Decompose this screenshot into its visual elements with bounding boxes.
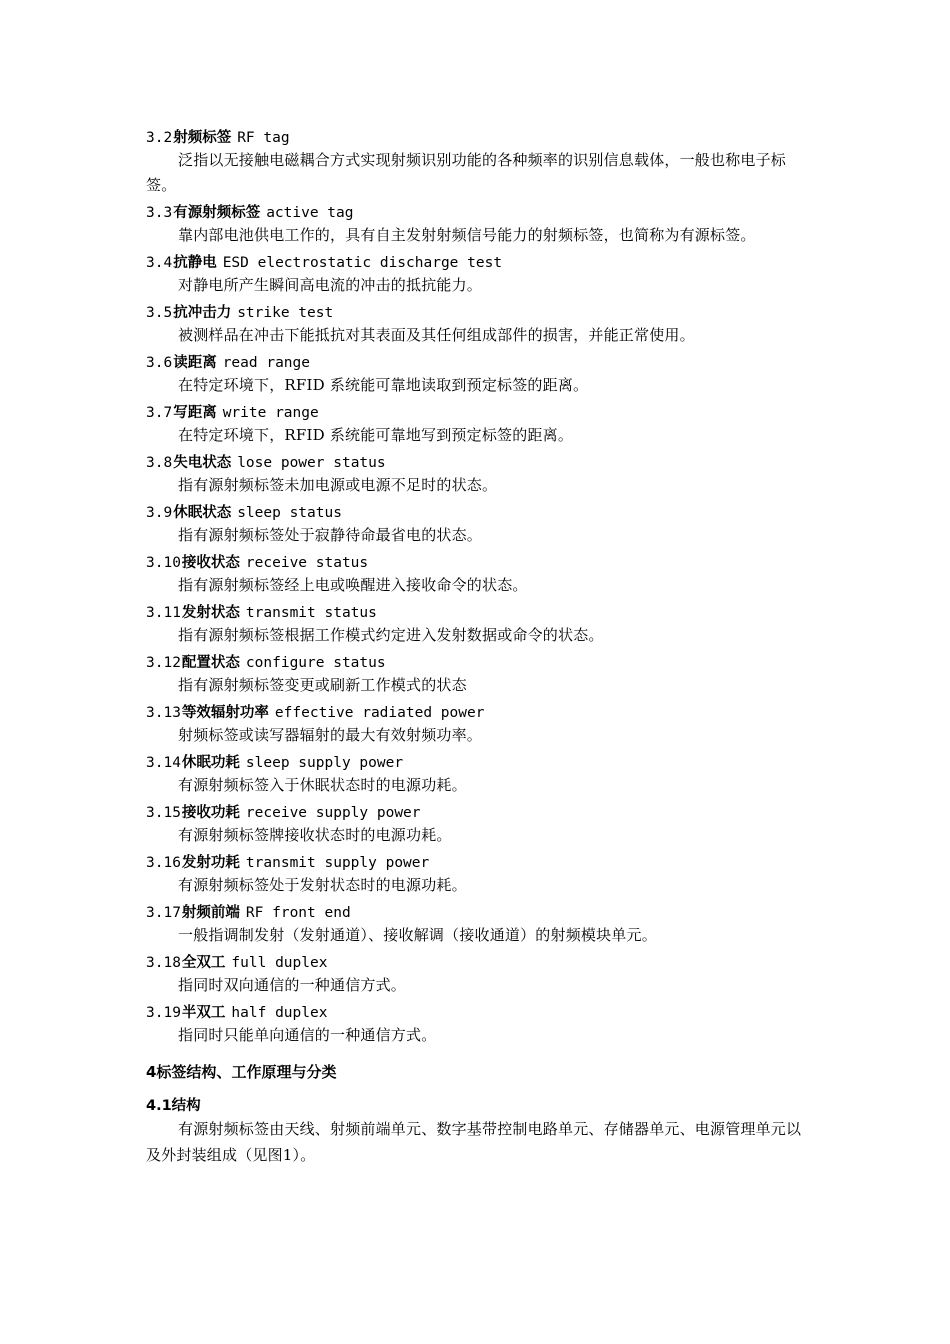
term-english: receive supply power xyxy=(245,805,421,821)
term-definition: 一般指调制发射（发射通道）、接收解调（接收通道）的射频模块单元。 xyxy=(178,926,657,944)
term-chinese: 配置状态 xyxy=(181,655,240,671)
term-number: 3.19 xyxy=(146,1005,181,1021)
term-heading xyxy=(146,853,811,873)
term-number: 3.7 xyxy=(146,405,173,421)
term-number: 3.9 xyxy=(146,505,173,521)
term-english: transmit supply power xyxy=(245,855,430,871)
term-number: 3.11 xyxy=(146,605,181,621)
term-number: 3.8 xyxy=(146,455,173,471)
term-english: receive status xyxy=(245,555,369,571)
term-definition: 在特定环境下，RFID 系统能可靠地写到预定标签的距离。 xyxy=(178,426,574,444)
term-chinese: 写距离 xyxy=(173,405,217,421)
term-english: write range xyxy=(222,405,319,421)
term-heading xyxy=(146,703,811,723)
term-english: RF tag xyxy=(237,130,290,146)
term-definition: 指有源射频标签根据工作模式约定进入发射数据或命令的状态。 xyxy=(178,626,604,644)
term-heading xyxy=(146,128,811,148)
term-english: active tag xyxy=(266,205,354,221)
term-chinese: 失电状态 xyxy=(173,455,232,471)
term-english: full duplex xyxy=(231,955,328,971)
term-english: read range xyxy=(222,355,311,371)
term-number: 3.4 xyxy=(146,255,173,271)
term-heading xyxy=(146,403,811,423)
term-definition: 被测样品在冲击下能抵抗对其表面及其任何组成部件的损害，并能正常使用。 xyxy=(178,326,695,344)
term-heading xyxy=(146,953,811,973)
term-chinese: 半双工 xyxy=(181,1005,226,1021)
term-heading xyxy=(146,303,811,323)
term-english: strike test xyxy=(237,305,334,321)
term-english: half duplex xyxy=(231,1005,328,1021)
term-definition: 有源射频标签入于休眠状态时的电源功耗。 xyxy=(178,776,467,794)
term-chinese: 全双工 xyxy=(181,955,226,971)
term-heading xyxy=(146,603,811,623)
term-number: 3.6 xyxy=(146,355,173,371)
term-heading xyxy=(146,503,811,523)
term-number: 3.15 xyxy=(146,805,181,821)
term-number: 3.16 xyxy=(146,855,181,871)
term-number: 3.5 xyxy=(146,305,173,321)
term-chinese: 休眠状态 xyxy=(173,505,232,521)
term-definition: 指同时双向通信的一种通信方式。 xyxy=(178,976,407,994)
term-chinese: 读距离 xyxy=(173,355,217,371)
term-english: sleep supply power xyxy=(245,755,404,771)
term-heading xyxy=(146,253,811,273)
term-number: 3.13 xyxy=(146,705,181,721)
term-number: 3.3 xyxy=(146,205,173,221)
term-definition: 泛指以无接触电磁耦合方式实现射频识别功能的各种频率的识别信息载体，一般也称电子标签。 xyxy=(146,151,787,194)
document-page xyxy=(146,128,811,1168)
term-definition: 指有源射频标签处于寂静待命最省电的状态。 xyxy=(178,526,483,544)
term-chinese: 射频前端 xyxy=(181,905,240,921)
term-english: transmit status xyxy=(245,605,377,621)
term-definition: 有源射频标签处于发射状态时的电源功耗。 xyxy=(178,876,467,894)
term-chinese: 休眠功耗 xyxy=(181,755,240,771)
term-number: 3.14 xyxy=(146,755,181,771)
term-english: ESD electrostatic discharge test xyxy=(222,255,503,271)
term-heading xyxy=(146,353,811,373)
term-heading xyxy=(146,803,811,823)
section-heading: 4标签结构、工作原理与分类 xyxy=(146,1063,337,1081)
term-english: configure status xyxy=(245,655,386,671)
term-definition: 指同时只能单向通信的一种通信方式。 xyxy=(178,1026,437,1044)
term-english: effective radiated power xyxy=(274,705,485,721)
terms-list xyxy=(146,128,811,1048)
term-heading xyxy=(146,903,811,923)
subsection-heading: 4.1结构 xyxy=(146,1098,201,1114)
term-english: RF front end xyxy=(245,905,351,921)
term-number: 3.17 xyxy=(146,905,181,921)
term-definition: 指有源射频标签变更或刷新工作模式的状态 xyxy=(178,676,467,694)
term-definition: 对静电所产生瞬间高电流的冲击的抵抗能力。 xyxy=(178,276,483,294)
term-chinese: 射频标签 xyxy=(173,130,232,146)
term-definition: 射频标签或读写器辐射的最大有效射频功率。 xyxy=(178,726,483,744)
term-heading xyxy=(146,1003,811,1023)
term-heading xyxy=(146,653,811,673)
term-definition: 指有源射频标签经上电或唤醒进入接收命令的状态。 xyxy=(178,576,528,594)
term-chinese: 接收状态 xyxy=(181,555,240,571)
term-definition: 指有源射频标签未加电源或电源不足时的状态。 xyxy=(178,476,498,494)
term-heading xyxy=(146,453,811,473)
term-definition: 在特定环境下，RFID 系统能可靠地读取到预定标签的距离。 xyxy=(178,376,589,394)
term-number: 3.2 xyxy=(146,130,173,146)
term-chinese: 抗静电 xyxy=(173,255,217,271)
term-chinese: 接收功耗 xyxy=(181,805,240,821)
term-heading xyxy=(146,753,811,773)
term-heading xyxy=(146,553,811,573)
term-heading xyxy=(146,203,811,223)
term-chinese: 抗冲击力 xyxy=(173,305,232,321)
structure-paragraph: 有源射频标签由天线、射频前端单元、数字基带控制电路单元、存储器单元、电源管理单元以及外封装组成（见图1）。 xyxy=(146,1120,802,1164)
term-chinese: 有源射频标签 xyxy=(173,205,261,221)
term-number: 3.10 xyxy=(146,555,181,571)
term-definition: 靠内部电池供电工作的，具有自主发射射频信号能力的射频标签，也简称为有源标签。 xyxy=(178,226,756,244)
term-chinese: 发射状态 xyxy=(181,605,240,621)
term-number: 3.18 xyxy=(146,955,181,971)
term-chinese: 等效辐射功率 xyxy=(181,705,269,721)
term-chinese: 发射功耗 xyxy=(181,855,240,871)
term-definition: 有源射频标签牌接收状态时的电源功耗。 xyxy=(178,826,452,844)
term-english: sleep status xyxy=(237,505,342,521)
term-english: lose power status xyxy=(237,455,386,471)
term-number: 3.12 xyxy=(146,655,181,671)
